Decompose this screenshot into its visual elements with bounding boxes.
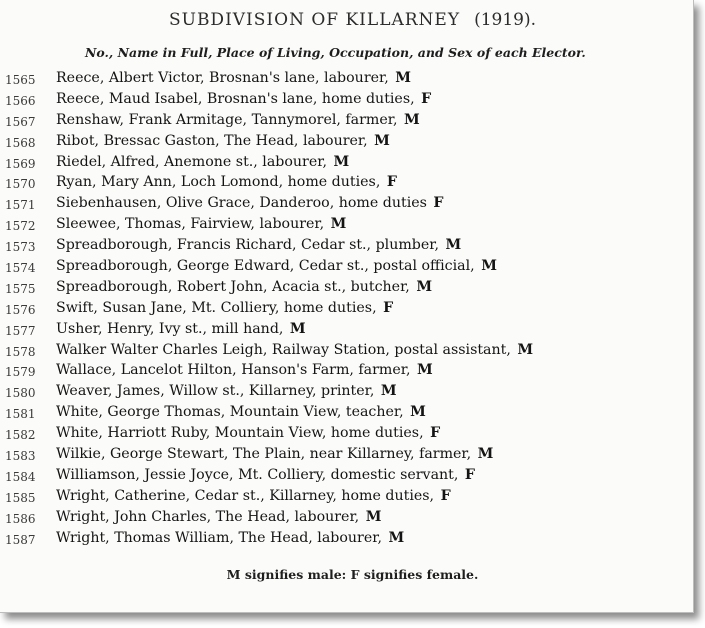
elector-number: 1570 bbox=[5, 177, 36, 192]
elector-entry bbox=[56, 509, 381, 525]
elector-sex: M bbox=[404, 111, 420, 128]
title-text: SUBDIVISION OF KILLARNEY bbox=[168, 10, 461, 30]
elector-entry bbox=[56, 195, 444, 211]
elector-row bbox=[0, 446, 690, 467]
elector-entry bbox=[56, 321, 306, 337]
elector-sex: F bbox=[430, 425, 441, 442]
elector-sex: M bbox=[388, 529, 405, 546]
elector-number: 1576 bbox=[5, 302, 36, 317]
elector-entry bbox=[56, 133, 390, 149]
elector-entry bbox=[56, 237, 461, 253]
elector-number: 1579 bbox=[5, 365, 36, 380]
elector-row bbox=[0, 321, 690, 342]
elector-number: 1574 bbox=[5, 261, 36, 276]
elector-number: 1586 bbox=[5, 511, 36, 526]
elector-row bbox=[0, 530, 690, 551]
elector-number: 1580 bbox=[5, 386, 36, 401]
elector-details: Swift, Susan Jane, Mt. Colliery, home duties, bbox=[56, 299, 377, 316]
elector-row bbox=[0, 509, 690, 530]
elector-details: Siebenhausen, Olive Grace, Danderoo, home duties bbox=[56, 195, 427, 212]
elector-number: 1575 bbox=[5, 281, 36, 296]
elector-details: Renshaw, Frank Armitage, Tannymorel, farmer, bbox=[56, 111, 398, 128]
elector-row bbox=[0, 112, 690, 133]
elector-number: 1585 bbox=[5, 490, 36, 505]
elector-details: Wright, Thomas William, The Head, labourer, bbox=[56, 529, 382, 546]
elector-entry bbox=[56, 342, 533, 358]
elector-number: 1587 bbox=[5, 532, 36, 547]
elector-row bbox=[0, 425, 690, 446]
elector-entry bbox=[56, 530, 404, 546]
elector-details: Wilkie, George Stewart, The Plain, near Killarney, farmer, bbox=[56, 446, 472, 463]
elector-sex: M bbox=[395, 70, 411, 86]
title-year: (1919). bbox=[474, 10, 537, 30]
elector-sex: M bbox=[333, 153, 350, 170]
elector-row bbox=[0, 279, 690, 300]
elector-number: 1572 bbox=[5, 219, 36, 234]
elector-details: Weaver, James, Willow st., Killarney, printer, bbox=[56, 383, 375, 400]
elector-row bbox=[0, 91, 690, 112]
elector-entry bbox=[56, 91, 431, 107]
elector-row bbox=[0, 383, 690, 404]
elector-sex: M bbox=[410, 404, 426, 421]
elector-entry bbox=[56, 258, 497, 274]
elector-details: Williamson, Jessie Joyce, Mt. Colliery, domestic servant, bbox=[56, 466, 459, 483]
elector-row bbox=[0, 300, 690, 321]
elector-details: Reece, Maud Isabel, Brosnan's lane, home duties, bbox=[56, 90, 415, 107]
elector-sex: M bbox=[477, 446, 494, 463]
page-title bbox=[0, 10, 705, 30]
elector-sex: M bbox=[365, 508, 382, 525]
elector-sex: F bbox=[440, 487, 451, 504]
elector-row bbox=[0, 488, 690, 509]
elector-number: 1568 bbox=[5, 135, 36, 150]
column-subheading: No., Name in Full, Place of Living, Occupation, and Sex of each Elector. bbox=[85, 45, 586, 60]
elector-sex: M bbox=[445, 237, 462, 254]
elector-row bbox=[0, 133, 690, 154]
elector-entry bbox=[56, 174, 397, 190]
elector-number: 1566 bbox=[5, 93, 36, 108]
footer-note: M signifies male: F signifies female. bbox=[226, 567, 479, 582]
elector-details: Spreadborough, Robert John, Acacia st., butcher, bbox=[56, 278, 410, 295]
elector-sex: F bbox=[383, 299, 394, 316]
elector-entry bbox=[56, 362, 433, 378]
elector-details: Ryan, Mary Ann, Loch Lomond, home duties, bbox=[56, 174, 381, 191]
elector-details: White, Harriott Ruby, Mountain View, home duties, bbox=[56, 425, 424, 442]
elector-entry bbox=[56, 279, 432, 295]
elector-sex: F bbox=[464, 466, 475, 483]
elector-entry bbox=[56, 70, 411, 86]
elector-details: Wallace, Lancelot Hilton, Hanson's Farm, farmer, bbox=[56, 362, 411, 379]
elector-sex: F bbox=[386, 174, 397, 191]
elector-details: Walker Walter Charles Leigh, Railway Station, postal assistant, bbox=[56, 341, 511, 358]
elector-sex: M bbox=[417, 362, 433, 379]
elector-details: White, George Thomas, Mountain View, teacher, bbox=[56, 404, 404, 421]
elector-sex: M bbox=[481, 258, 497, 275]
elector-details: Riedel, Alfred, Anemone st., labourer, bbox=[56, 153, 327, 170]
elector-entry bbox=[56, 425, 440, 441]
elector-details: Wright, Catherine, Cedar st., Killarney, home duties, bbox=[56, 487, 435, 504]
elector-row bbox=[0, 216, 690, 237]
elector-entry bbox=[56, 488, 451, 504]
elector-details: Usher, Henry, Ivy st., mill hand, bbox=[56, 320, 284, 337]
elector-sex: M bbox=[289, 320, 306, 337]
elector-number: 1577 bbox=[5, 323, 36, 338]
elector-number: 1569 bbox=[5, 156, 36, 171]
elector-details: Sleewee, Thomas, Fairview, labourer, bbox=[56, 216, 325, 233]
elector-row bbox=[0, 154, 690, 175]
elector-sex: M bbox=[330, 216, 347, 233]
elector-row bbox=[0, 404, 690, 425]
elector-row bbox=[0, 362, 690, 383]
elector-entry bbox=[56, 300, 393, 316]
elector-number: 1567 bbox=[5, 114, 36, 129]
elector-row bbox=[0, 237, 690, 258]
elector-entry bbox=[56, 383, 397, 399]
elector-row bbox=[0, 258, 690, 279]
elector-sex: F bbox=[421, 90, 432, 107]
elector-entry bbox=[56, 216, 346, 232]
elector-entry bbox=[56, 154, 349, 170]
elector-row bbox=[0, 467, 690, 488]
elector-number: 1581 bbox=[5, 407, 36, 422]
elector-number: 1571 bbox=[5, 198, 36, 213]
elector-number: 1583 bbox=[5, 449, 36, 464]
elector-sex: F bbox=[433, 195, 444, 212]
elector-sex: M bbox=[517, 341, 534, 358]
elector-entry bbox=[56, 112, 420, 128]
elector-row bbox=[0, 342, 690, 363]
elector-details: Spreadborough, Francis Richard, Cedar st., plumber, bbox=[56, 237, 439, 254]
elector-entry bbox=[56, 446, 493, 462]
elector-row bbox=[0, 195, 690, 216]
elector-sex: M bbox=[416, 278, 433, 295]
elector-sex: M bbox=[374, 132, 390, 149]
elector-list bbox=[0, 70, 690, 550]
elector-number: 1565 bbox=[5, 73, 36, 87]
elector-number: 1582 bbox=[5, 428, 36, 443]
elector-entry bbox=[56, 404, 426, 420]
elector-entry bbox=[56, 467, 475, 483]
elector-details: Reece, Albert Victor, Brosnan's lane, labourer, bbox=[56, 70, 389, 86]
elector-sex: M bbox=[380, 383, 397, 400]
elector-row bbox=[0, 70, 690, 91]
elector-details: Spreadborough, George Edward, Cedar st., postal official, bbox=[56, 258, 475, 275]
elector-row bbox=[0, 174, 690, 195]
elector-number: 1584 bbox=[5, 469, 36, 484]
elector-number: 1573 bbox=[5, 240, 36, 255]
elector-details: Ribot, Bressac Gaston, The Head, labourer, bbox=[56, 132, 368, 149]
elector-details: Wright, John Charles, The Head, labourer, bbox=[56, 508, 360, 525]
elector-number: 1578 bbox=[5, 344, 36, 359]
